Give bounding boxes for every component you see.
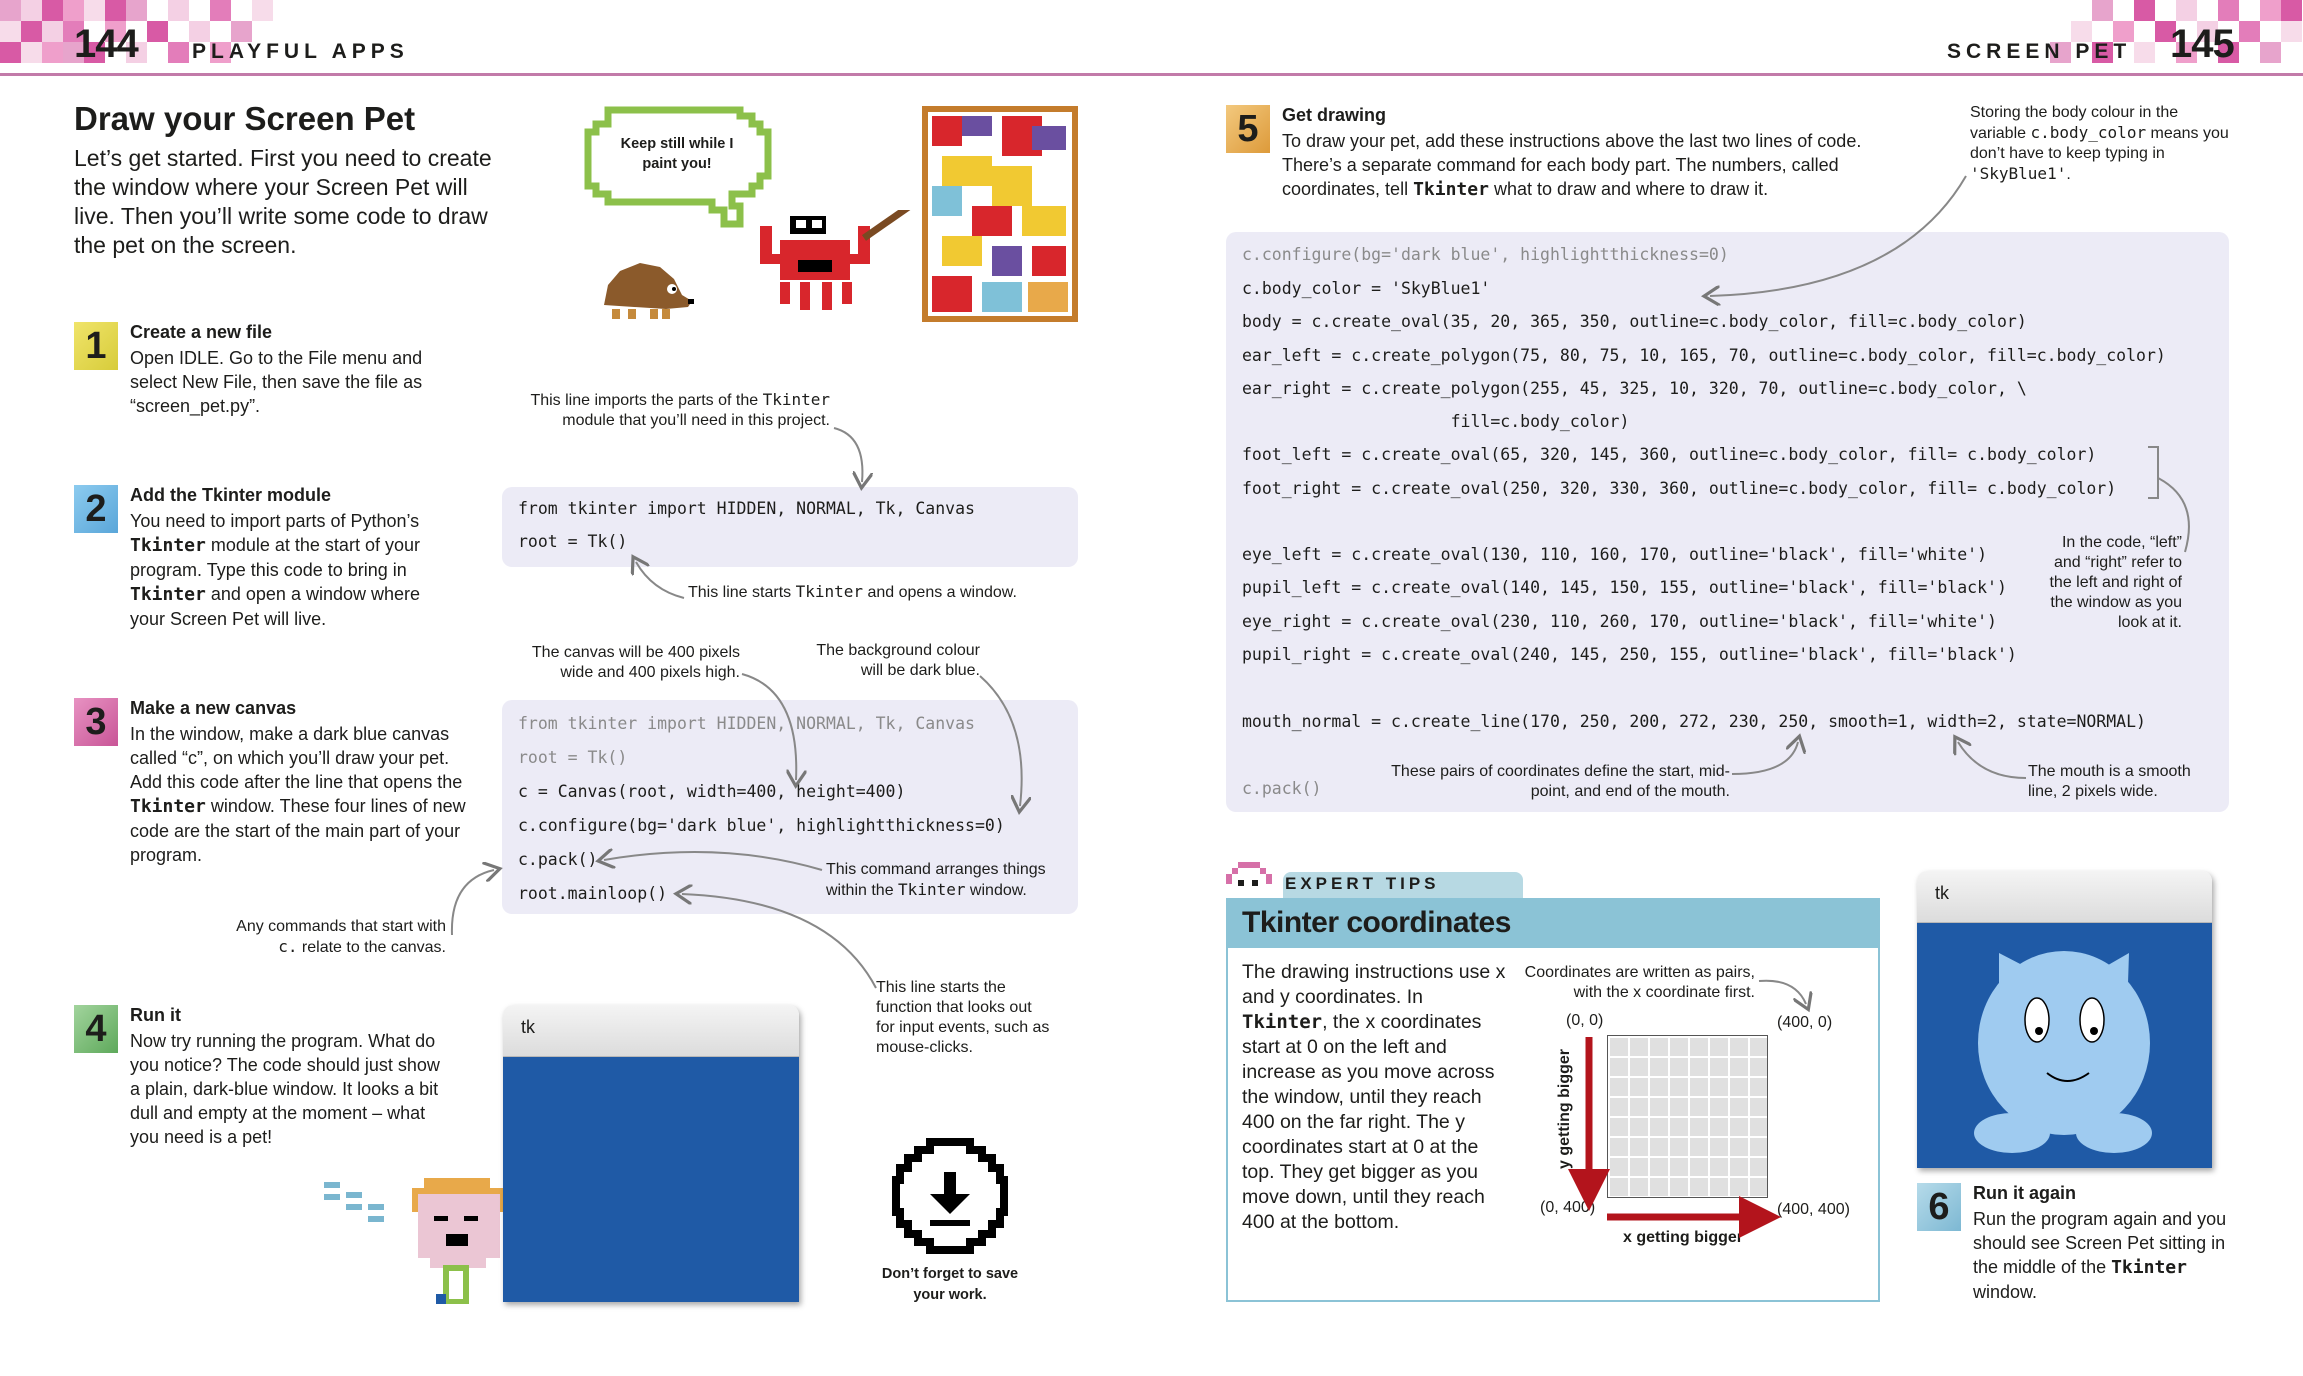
code-line: ear_right = c.create_polygon(255, 45, 325, 10, 320, 70, outline=c.body_color, \ [1242,379,2027,398]
code-line: from tkinter import HIDDEN, NORMAL, Tk, Canvas [518,714,975,733]
right-page-number: 145 [2170,22,2234,66]
expert-tips-label: EXPERT TIPS [1285,874,1440,893]
code-term: Tkinter [130,584,206,605]
step-2-title: Add the Tkinter module [130,485,332,505]
hedgehog-icon [596,255,696,325]
step-5-badge: 5 [1226,105,1270,153]
header-rule-right [1152,73,2303,76]
step-2-body [130,509,460,631]
left-section-label: PLAYFUL APPS [192,40,409,63]
expert-tips-box [1226,898,1880,1302]
code-line: c.body_color = 'SkyBlue1' [1242,279,1491,298]
coord-top-left: (0, 0) [1566,1012,1604,1029]
code-line: ear_left = c.create_polygon(75, 80, 75, 10, 165, 70, outline=c.body_color, fill=c.body_color) [1242,346,2166,365]
right-section-label: SCREEN PET [1947,40,2132,63]
step-2-badge: 2 [74,485,118,533]
body-color-annotation: Storing the body colour in the variable c.body_color means you don’t have to keep typing in 'SkyBlue1'. [1970,104,2229,183]
expert-tips-title: Tkinter coordinates [1242,906,1511,939]
code-line: eye_left = c.create_oval(130, 110, 160, 170, outline='black', fill='white') [1242,545,1988,564]
tk-canvas-empty [503,1057,799,1302]
canvas-prefix-annotation: Any commands that start with c. relate to the canvas. [236,918,446,956]
crab-painter-icon [760,210,930,325]
code-line: root = Tk() [518,748,628,767]
step-3-body: In the window, make a dark blue canvas called “c”, on which you’ll draw your pet. Add this code after the line that opens the Tkinter window. These four lines of new code are the start of the main part of your program. [130,724,466,865]
step-2-text: You need to import parts of Python’s [130,511,420,531]
step-2-text: module at the start of your program. Type this code to bring in [130,535,420,580]
code-line: root = Tk() [518,532,628,551]
code-line: c.configure(bg='dark blue', highlightthickness=0) [518,816,1005,835]
painting-icon [922,106,1078,322]
speech-bubble-text: Keep still while I paint you! [620,136,734,172]
step-4-title: Run it [130,1005,181,1025]
intro-paragraph: Let’s get started. First you need to create the window where your Screen Pet will live. Then you’ll write some code to draw the pet on the screen. [74,145,492,258]
coord-top-right: (400, 0) [1777,1014,1833,1031]
code-line: eye_right = c.create_oval(230, 110, 260, 170, outline='black', fill='white') [1242,612,1997,631]
code-line: foot_left = c.create_oval(65, 320, 145, 360, outline=c.body_color, fill= c.body_color) [1242,445,2097,464]
code-line: from tkinter import HIDDEN, NORMAL, Tk, Canvas [518,499,975,518]
canvas-size-annotation: The canvas will be 400 pixels wide and 400 pixels high. [531,644,740,681]
pack-annotation: This command arranges things within the Tkinter window. [826,861,1046,899]
step-5-title: Get drawing [1282,105,1387,125]
coordinate-pairs-note: Coordinates are written as pairs, with the x coordinate first. [1524,964,1755,1001]
code-line: mouth_normal = c.create_line(170, 250, 200, 272, 230, 250, smooth=1, width=2, state=NORMAL) [1242,712,2146,731]
mainloop-annotation: This line starts the function that looks out for input events, such as mouse-clicks. [876,979,1050,1056]
code-block-step-5 [1226,232,2229,812]
code-line: c.configure(bg='dark blue', highlightthickness=0) [1242,245,1729,264]
step-4-badge: 4 [74,1005,118,1053]
expert-tips-pixel-icon [1226,862,1276,898]
save-reminder: Don’t forget to save your work. [881,1266,1019,1303]
code-block-step-2 [502,487,1078,567]
step-3-badge: 3 [74,698,118,746]
zzz-icon [322,1180,390,1232]
coord-bottom-right: (400, 400) [1777,1201,1850,1218]
code-line: root.mainloop() [518,884,668,903]
step-5-body: To draw your pet, add these instructions above the last two lines of code. There’s a separate command for each body part. The numbers, called coordinates, tell Tkinter what to draw and where to draw it. [1282,131,1862,200]
tk-canvas-pet [1917,923,2212,1168]
expert-tips-header [1228,900,1878,948]
step-1-body: Open IDLE. Go to the File menu and select New File, then save the file as “screen_pet.py”. [130,348,423,416]
step-1-badge: 1 [74,322,118,370]
page-title: Draw your Screen Pet [74,100,416,137]
code-term: Tkinter [130,535,206,556]
step-2-text: and open a window where your Screen Pet will live. [130,584,421,629]
coordinate-grid [1607,1035,1768,1198]
mouth-coords-annotation: These pairs of coordinates define the start, mid-point, and end of the mouth. [1391,763,1730,800]
expert-tips-body: The drawing instructions use x and y coordinates. In Tkinter, the x coordinates start at 0 on the left and increase as you move across the window, until they reach 400 on the far right. The y coordinates start at 0 at the top. They get bigger as you move down, until they reach 400 at the bottom. [1242,961,1506,1233]
step-6-body: Run the program again and you should see Screen Pet sitting in the middle of the Tkinter window. [1973,1209,2227,1302]
step-6-title: Run it again [1973,1183,2076,1203]
tk-window-title: tk [1917,871,2212,923]
code-line: foot_right = c.create_oval(250, 320, 330, 360, outline=c.body_color, fill= c.body_color) [1242,479,2117,498]
step-4-body: Now try running the program. What do you notice? The code should just show a plain, dark-blue window. It looks a bit dull and empty at the moment – what you need is a pet! [130,1031,440,1147]
step-3-title: Make a new canvas [130,698,297,718]
code-line: pupil_left = c.create_oval(140, 145, 150, 155, outline='black', fill='black') [1242,578,2007,597]
tk-window-empty [503,1005,799,1302]
step-1-title: Create a new file [130,322,273,342]
step-6-badge: 6 [1917,1183,1961,1231]
screen-pet-icon [1917,923,2212,1168]
background-annotation: The background colour will be dark blue. [816,642,980,679]
code-line: c = Canvas(root, width=400, height=400) [518,782,906,801]
tk-window-pet [1917,871,2212,1168]
left-right-annotation: In the code, “left” and “right” refer to the left and right of the window as you look at it. [2049,534,2182,631]
code-line: c.pack() [518,850,598,869]
header-rule-left [0,73,1152,76]
code-line: body = c.create_oval(35, 20, 365, 350, outline=c.body_color, fill=c.body_color) [1242,312,2027,331]
code-line: fill=c.body_color) [1242,412,1630,431]
x-axis-label: x getting bigger [1623,1229,1743,1246]
tk-window-title: tk [503,1005,799,1057]
mouth-line-annotation: The mouth is a smooth line, 2 pixels wide. [2028,763,2191,800]
tk-annotation: This line starts Tkinter and opens a window. [688,582,1017,601]
import-annotation: This line imports the parts of the Tkinter module that you’ll need in this project. [530,390,830,429]
coord-bottom-left: (0, 400) [1540,1199,1596,1216]
y-axis-label: y getting bigger [1556,1049,1573,1169]
code-line: pupil_right = c.create_oval(240, 145, 250, 155, outline='black', fill='black') [1242,645,2017,664]
left-page-number: 144 [74,22,138,66]
save-icon[interactable] [892,1138,1008,1254]
code-line: c.pack() [1242,779,1322,798]
sleeping-kid-icon [412,1178,506,1304]
